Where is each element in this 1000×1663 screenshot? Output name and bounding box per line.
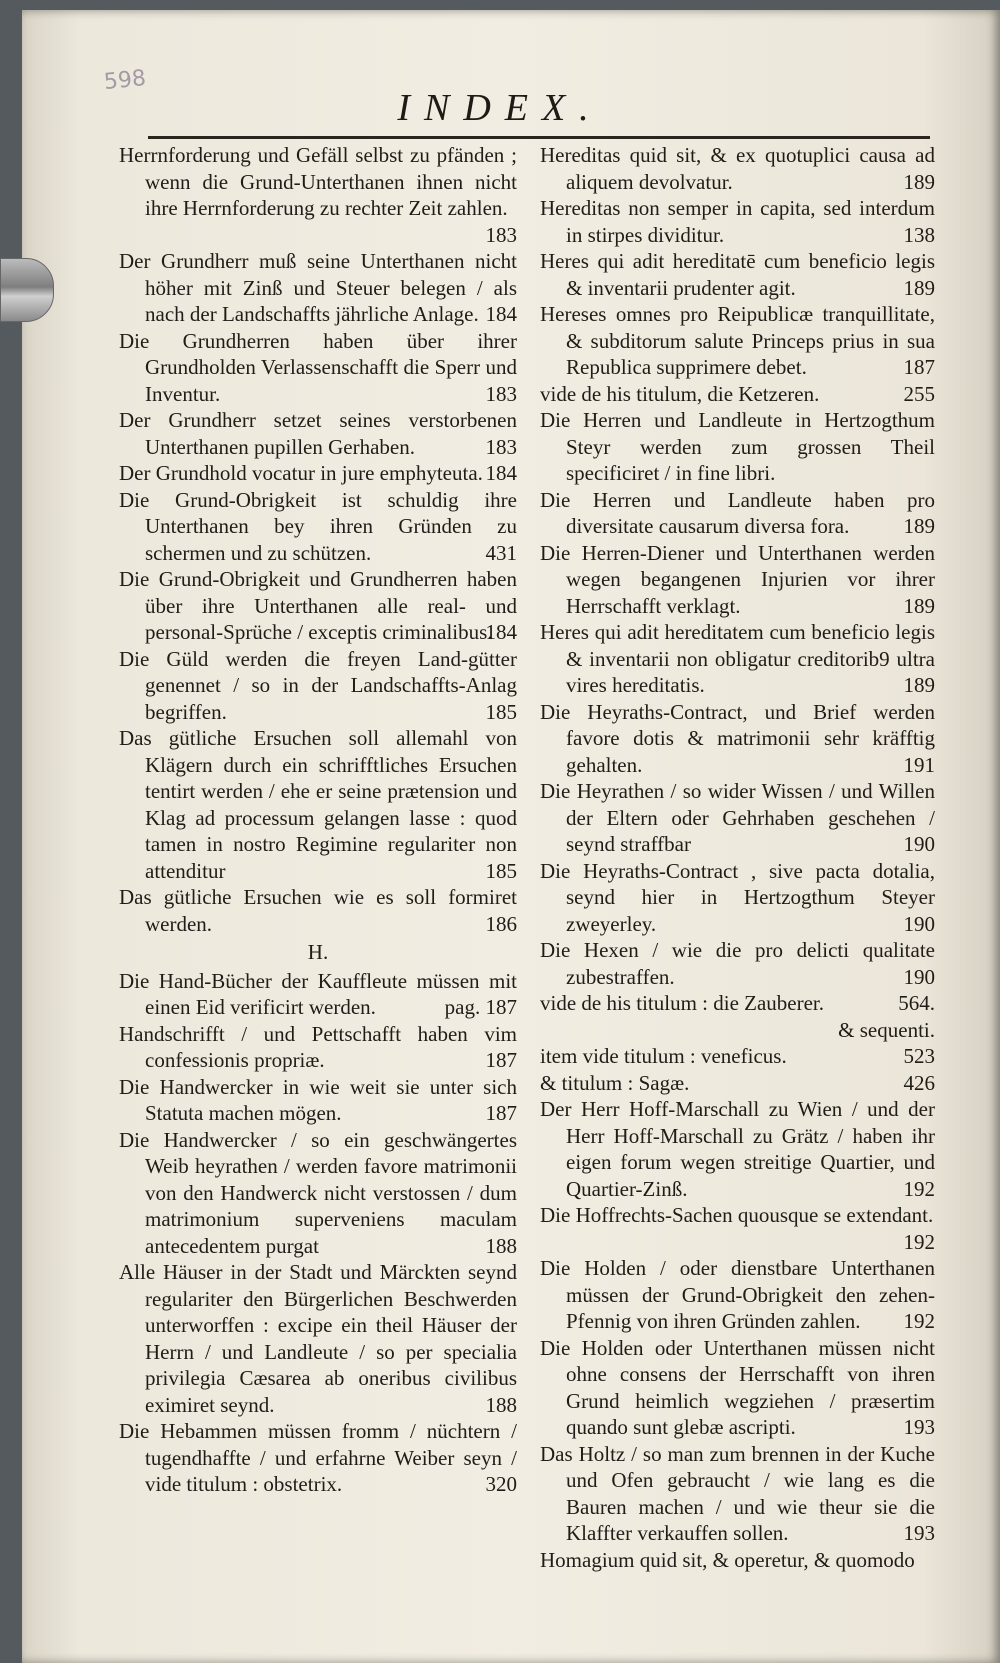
entry-page-number: 320 [485, 1472, 517, 1496]
entry-text: Die Holden oder Unterthanen müssen nicht ohne consens der Herrschafft von ihren Grund heimlich wegziehen / præsertim quando sunt glebæ ascripti. [540, 1335, 935, 1439]
entry-page-number: 185 [485, 858, 517, 883]
entry-text: Die Hexen / wie die pro delicti qualitate zubestraffen. [540, 938, 935, 989]
entry-page-number: 184 [485, 461, 517, 485]
entry-text: Die Handwercker / so ein geschwängertes Weib heyrathen / werden favore matrimonii von den Handwerck nicht verstossen / dum matrimonium superveniens maculam antecedentem purgat [119, 1127, 517, 1258]
entry-text: Hereditas non semper in capita, sed interdum in stirpes dividitur. [540, 196, 935, 247]
entry-text: Hereditas quid sit, & ex quotuplici causa ad aliquem devolvatur. [540, 143, 935, 194]
entry-page-number: 187 [903, 355, 935, 379]
entry-page-number: 190 [903, 911, 935, 936]
entry-text: & titulum : Sagæ. [540, 1070, 690, 1095]
entry-text: Die Grund-Obrigkeit und Grundherren haben über ihre Unterthanen alle real- und personal-Sprüche / exceptis criminalibus. [119, 567, 517, 644]
entry-text: Die Güld werden die freyen Land-gütter genennet / so in der Landschaffts-Anlag begriffen. [119, 646, 517, 724]
index-entry [540, 1202, 935, 1255]
index-entry [540, 699, 935, 779]
entry-text: Das gütliche Ersuchen soll allemahl von Klägern durch ein schrifftliches Ersuchen tentirt werden / ehe er seine prætension und Klag ad processum gelangen lasse : quod tamen in nostro Regimine regulariter non attenditur [119, 726, 517, 883]
index-entry [540, 1070, 935, 1097]
index-entry [540, 142, 935, 195]
header-rule [148, 136, 930, 139]
entry-page-number: 185 [485, 699, 517, 724]
entry-text: Die Hebammen müssen fromm / nüchtern / tugendhaffte / und erfahrne Weiber seyn / vide titulum : obstetrix. [119, 1419, 517, 1496]
index-entry [119, 1127, 517, 1260]
entry-page-number: 190 [903, 964, 935, 989]
index-entry [540, 407, 935, 487]
entry-text: Alle Häuser in der Stadt und Märckten seynd regulariter den Bürgerlichen Beschwerden unterworffen : excipe ein theil Häuser der Herrn / und Landleute / so per specialia privilegia Cæsarea ab oneribus civilibus eximiret seynd. [119, 1260, 517, 1417]
index-entry [540, 990, 935, 1017]
index-entry [119, 460, 517, 487]
index-entry [119, 566, 517, 646]
index-entry [540, 1096, 935, 1202]
entry-page-number: 192 [903, 1176, 935, 1201]
index-entry [540, 248, 935, 301]
entry-page-number: 184 [485, 302, 517, 326]
entry-text: Die Heyraths-Contract , sive pacta dotalia, seynd hier in Hertzogthum Steyer zweyerley. [540, 858, 935, 936]
entry-text: Die Herren-Diener und Unterthanen werden wegen begangenen Injurien vor ihrer Herrschafft verklagt. [540, 540, 935, 618]
index-entry [540, 1335, 935, 1441]
entry-page-number: 191 [903, 752, 935, 777]
entry-text: Heres qui adit hereditatē cum beneficio legis & inventarii prudenter agit. [540, 249, 935, 300]
entry-text: Handschrifft / und Pettschafft haben vim confessionis propriæ. [119, 1021, 517, 1072]
entry-page-number: 192 [903, 1309, 935, 1333]
index-entry [119, 1021, 517, 1074]
index-entry [119, 646, 517, 726]
entry-text: Die Holden / oder dienstbare Unterthanen müssen der Grund-Obrigkeit den zehen-Pfennig von ihren Gründen zahlen. [540, 1256, 935, 1333]
entry-page-number: 187 [485, 1101, 517, 1125]
index-entry [119, 1418, 517, 1498]
entry-page-number: 183 [485, 222, 517, 247]
pencil-note: 598 [102, 65, 148, 96]
entry-text: Die Herren und Landleute haben pro diversitate causarum diversa fora. [540, 487, 935, 538]
index-entry [540, 1255, 935, 1335]
entry-page-number: 188 [485, 1392, 517, 1417]
entry-page-number: 564. [898, 991, 935, 1015]
entry-page-number: pag. 187 [444, 995, 517, 1019]
index-entry [119, 725, 517, 884]
entry-page-number: 189 [903, 673, 935, 697]
index-entry [540, 540, 935, 620]
section-letter: H. [307, 940, 329, 964]
entry-text: Die Heyrathen / so wider Wissen / und Willen der Eltern oder Gehrhaben geschehen / seynd straffbar [540, 779, 935, 856]
entry-page-number: 193 [903, 1415, 935, 1439]
entry-page-number: 255 [903, 381, 935, 406]
index-entry [540, 1441, 935, 1547]
entry-text: Die Herren und Landleute in Hertzogthum Steyr werden zum grossen Theil specificiret / in fine libri. [540, 408, 935, 485]
index-entry [119, 1074, 517, 1127]
right-column [540, 142, 935, 1573]
entry-page-number: 193 [903, 1521, 935, 1545]
index-entry [119, 248, 517, 328]
index-entry [119, 328, 517, 408]
entry-text: vide de his titulum : die Zauberer. [540, 991, 825, 1015]
entry-page-number: 189 [903, 275, 935, 300]
entry-text: item vide titulum : veneficus. [540, 1044, 787, 1068]
index-entry [119, 1259, 517, 1418]
entry-text: Der Grundherr muß seine Unterthanen nicht höher mit Zinß und Steuer belegen / als nach der Landschaffts jährliche Anlage. [119, 249, 517, 326]
entry-page-number: 190 [903, 832, 935, 856]
entry-text: Das Holtz / so man zum brennen in der Kuche und Ofen gebraucht / wie lang es die Bauren machen / und wie theur sie die Klaffter verkauffen sollen. [540, 1441, 935, 1545]
index-entry [540, 619, 935, 699]
index-entry [540, 381, 935, 408]
index-entry [119, 968, 517, 1021]
entry-text: Die Grund-Obrigkeit ist schuldig ihre Unterthanen bey ihren Gründen zu schermen und zu schützen. [119, 487, 517, 565]
entry-text: Der Grundherr setzet seines verstorbenen Unterthanen pupillen Gerhaben. [119, 408, 517, 459]
index-entry [540, 301, 935, 381]
entry-page-number: 431 [485, 540, 517, 565]
entry-page-number: 183 [485, 381, 517, 406]
entry-text: Heres qui adit hereditatem cum beneficio legis & inventarii non obligatur creditorib9 ultra vires hereditatis. [540, 620, 935, 697]
index-entry [119, 487, 517, 567]
entry-text: Die Hand-Bücher der Kauffleute müssen mit einen Eid verificirt werden. [119, 968, 517, 1019]
entry-text: Das gütliche Ersuchen wie es soll formiret werden. [119, 885, 517, 936]
entry-page-number: 189 [903, 169, 935, 194]
index-entry [540, 778, 935, 858]
entry-page-number: 187 [485, 1048, 517, 1072]
entry-text: Homagium quid sit, & operetur, & quomodo [540, 1547, 915, 1572]
entry-page-number: 189 [903, 514, 935, 538]
entry-page-number: 184 [485, 620, 517, 644]
left-column [119, 142, 517, 1498]
entry-page-number: 192 [903, 1229, 935, 1254]
entry-text: Die Handwercker in wie weit sie unter sich Statuta machen mögen. [119, 1074, 517, 1125]
entry-page-number: 183 [485, 434, 517, 459]
index-entry [119, 407, 517, 460]
index-continuation: & sequenti. [838, 1017, 935, 1042]
index-entry [540, 1043, 935, 1070]
entry-page-number: 186 [485, 911, 517, 936]
index-entry [540, 858, 935, 938]
entry-page-number: 189 [903, 593, 935, 618]
index-entry [540, 937, 935, 990]
entry-text: Die Grundherren haben über ihrer Grundholden Verlassenschafft die Sperr und Inventur. [119, 328, 517, 406]
entry-text: Der Grundhold vocatur in jure emphyteuta. [119, 461, 483, 485]
entry-text: Die Heyraths-Contract, und Brief werden favore dotis & matrimonii sehr kräfftig gehalten. [540, 699, 935, 777]
index-entry [540, 487, 935, 540]
page-clip [0, 258, 54, 322]
entry-text: Herrnforderung und Gefäll selbst zu pfänden ; wenn die Grund-Unterthanen ihnen nicht ihre Herrnforderung zu rechter Zeit zahlen. [119, 143, 517, 220]
index-entry [119, 884, 517, 937]
entry-text: Die Hoffrechts-Sachen quousque se extendant. [540, 1203, 934, 1227]
entry-page-number: 426 [903, 1070, 935, 1095]
index-entry [540, 1547, 935, 1574]
entry-text: vide de his titulum, die Ketzeren. [540, 381, 820, 406]
entry-text: Der Herr Hoff-Marschall zu Wien / und der Herr Hoff-Marschall zu Grätz / haben ihr eigen forum wegen streitige Quartier, und Quartier-Zinß. [540, 1097, 935, 1201]
entry-page-number: 138 [903, 222, 935, 247]
index-entry [119, 142, 517, 248]
entry-page-number: 523 [903, 1044, 935, 1068]
index-entry [540, 195, 935, 248]
entry-page-number: 188 [485, 1233, 517, 1258]
page-header: INDEX. [397, 87, 603, 129]
entry-text: Hereses omnes pro Reipublicæ tranquillitate, & subditorum salute Princeps prius in sua Republica supprimere debet. [540, 302, 935, 379]
